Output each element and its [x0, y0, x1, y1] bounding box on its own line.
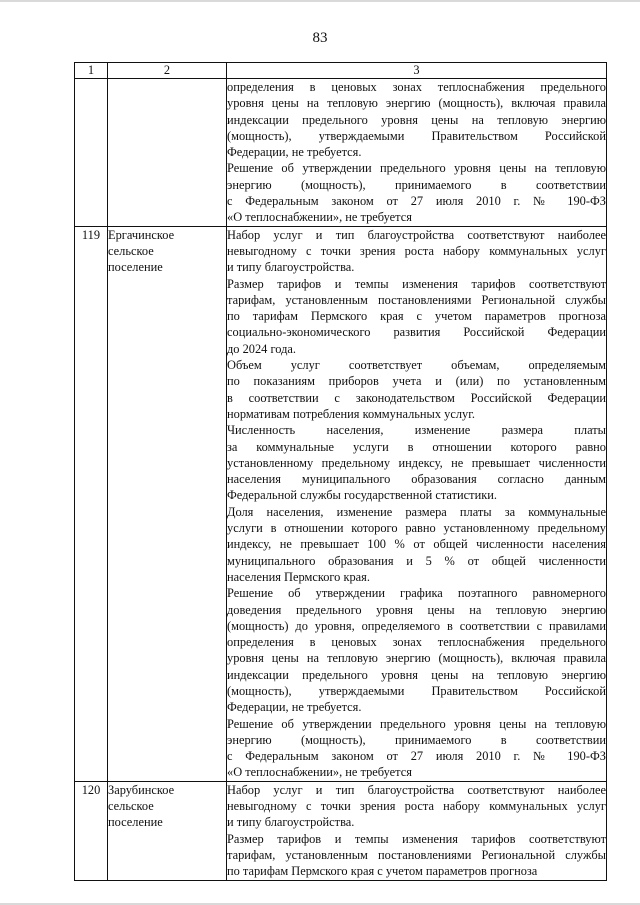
description-paragraph	[227, 422, 606, 503]
text-line: Размер тарифов и темпы изменения тарифов соответствуют	[227, 276, 606, 291]
text-line: (мощность), утверждаемыми Правительством Российской	[227, 683, 606, 698]
text-line: по тарифам Пермского края с учетом параметров прогноза	[227, 864, 538, 879]
text-line: доведения предельного уровня цены на тепловую энергию	[227, 602, 606, 617]
text-line: в соответствии с законодательством Российской Федерации	[227, 390, 606, 405]
text-line: «О теплоснабжении», не требуется	[227, 765, 412, 780]
text-line: Решение об утверждении графика поэтапного равномерного	[227, 586, 606, 601]
municipality-name-cell	[108, 781, 227, 880]
text-line: нормативам потребления коммунальных услуг.	[227, 406, 476, 421]
text-line: Федеральной службы государственной статистики.	[227, 488, 497, 503]
text-line: населения Пермского края.	[227, 569, 370, 584]
table-row	[75, 781, 607, 880]
municipality-name-cell	[108, 226, 227, 781]
text-line: Федерации, не требуется.	[227, 700, 362, 715]
text-line: Численность населения, изменение размера платы	[227, 423, 606, 438]
text-line: «О теплоснабжении», не требуется	[227, 210, 412, 225]
text-line: населения муниципального образования согласно данным	[227, 472, 606, 487]
text-line: социально-экономического развития Российской Федерации	[227, 325, 606, 340]
text-line: и типу благоустройства.	[227, 260, 355, 275]
text-line: по показаниям приборов учета и (или) по установленным	[227, 374, 606, 389]
column-header-2: 2	[108, 63, 227, 79]
text-line: невыгодному с точки зрения роста набору коммунальных услуг	[227, 243, 606, 258]
column-header-3: 3	[227, 63, 607, 79]
table-row	[75, 226, 607, 781]
text-line: (мощность), утверждаемыми Правительством Российской	[227, 128, 606, 143]
description-paragraph	[227, 276, 606, 357]
row-number-cell: 119	[75, 226, 108, 781]
text-line: с Федеральным законом от 27 июля 2010 г. № 190-ФЗ	[227, 749, 606, 764]
municipality-name-line: Зарубинское	[108, 782, 175, 797]
text-line: индексу, не превышает 100 % от общей численности населения	[227, 537, 606, 552]
description-paragraph	[227, 160, 606, 225]
text-line: Объем услуг соответствует объемам, определяемым	[227, 358, 606, 373]
municipality-name-line: поселение	[108, 260, 163, 275]
description-paragraph	[227, 831, 606, 880]
document-table	[74, 62, 607, 881]
text-line: тарифам, установленным постановлениями Региональной службы	[227, 292, 606, 307]
text-line: муниципального образования и 5 % от общей численности	[227, 553, 606, 568]
text-line: Набор услуг и тип благоустройства соответствуют наиболее	[227, 782, 606, 797]
text-line: с Федеральным законом от 27 июля 2010 г. № 190-ФЗ	[227, 194, 606, 209]
row-number-cell	[75, 79, 108, 227]
text-line: определения в ценовых зонах теплоснабжения предельного	[227, 635, 606, 650]
text-line: по тарифам Пермского края с учетом параметров прогноза	[227, 309, 606, 324]
municipality-name-cell	[108, 79, 227, 227]
description-cell	[227, 79, 607, 227]
text-line: Набор услуг и тип благоустройства соответствуют наиболее	[227, 227, 606, 242]
text-line: Федерации, не требуется.	[227, 145, 362, 160]
description-paragraph	[227, 79, 606, 160]
description-paragraph	[227, 782, 606, 831]
text-line: энергию (мощность), принимаемого в соответствии	[227, 177, 606, 192]
text-line: тарифам, установленным постановлениями Региональной службы	[227, 847, 606, 862]
column-header-1: 1	[75, 63, 108, 79]
text-line: Размер тарифов и темпы изменения тарифов соответствуют	[227, 831, 606, 846]
description-paragraph	[227, 227, 606, 276]
text-line: уровня цены на тепловую энергию (мощность), включая правила	[227, 96, 606, 111]
text-line: услуги в отношении которого равно установленному предельному	[227, 521, 606, 536]
description-paragraph	[227, 504, 606, 585]
text-line: и типу благоустройства.	[227, 815, 355, 830]
municipality-name-line: Ергачинское	[108, 227, 175, 242]
description-paragraph	[227, 357, 606, 422]
text-line: энергию (мощность), принимаемого в соответствии	[227, 732, 606, 747]
text-line: определения в ценовых зонах теплоснабжения предельного	[227, 80, 606, 94]
municipality-name-line: сельское	[108, 799, 154, 814]
description-cell	[227, 226, 607, 781]
table-header-row	[75, 63, 607, 79]
description-cell	[227, 781, 607, 880]
row-number-cell: 120	[75, 781, 108, 880]
municipality-name-line: поселение	[108, 815, 163, 830]
text-line: невыгодному с точки зрения роста набору коммунальных услуг	[227, 799, 606, 814]
text-line: Доля населения, изменение размера платы за коммунальные	[227, 504, 606, 519]
municipality-name-line: сельское	[108, 243, 154, 258]
description-paragraph	[227, 585, 606, 715]
text-line: индексации предельного уровня цены на тепловую энергию	[227, 112, 606, 127]
text-line: (мощность) до уровня, определяемого в соответствии с правилами	[227, 618, 606, 633]
text-line: уровня цены на тепловую энергию (мощность), включая правила	[227, 651, 606, 666]
page-number: 83	[312, 30, 328, 46]
text-line: индексации предельного уровня цены на тепловую энергию	[227, 667, 606, 682]
text-line: установленному предельному индексу, не превышает численности	[227, 455, 606, 470]
table-row	[75, 79, 607, 227]
page-top-border	[0, 0, 640, 2]
text-line: за коммунальные услуги в отношении которого равно	[227, 439, 606, 454]
text-line: до 2024 года.	[227, 341, 296, 356]
text-line: Решение об утверждении предельного уровня цены на тепловую	[227, 716, 606, 731]
text-line: Решение об утверждении предельного уровня цены на тепловую	[227, 161, 606, 176]
description-paragraph	[227, 716, 606, 781]
